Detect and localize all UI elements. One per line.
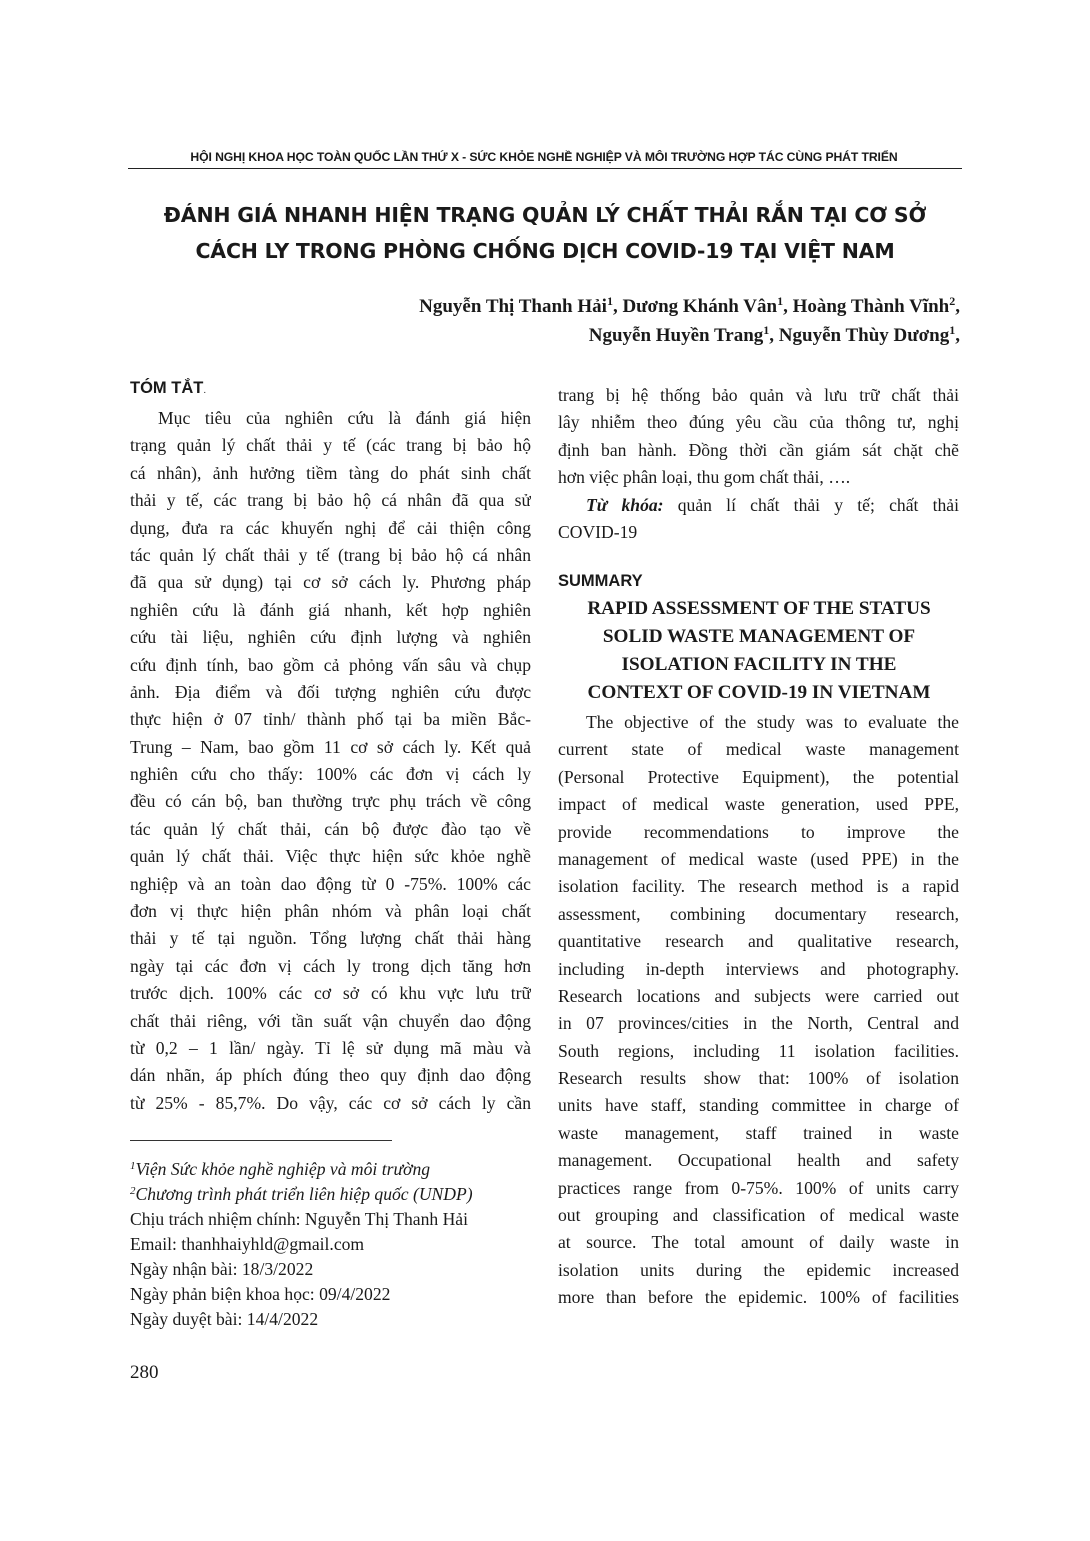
author-affiliation: 1 [777, 294, 784, 308]
text-line: provide recommendations to improve the [558, 821, 959, 842]
text-line: isolation units during the epidemic increased [558, 1259, 959, 1280]
text-line: nghiên cứu là đánh giá nhanh, kết hợp nghiên [130, 599, 531, 620]
footnote-accepted: Ngày duyệt bài: 14/4/2022 [130, 1309, 319, 1329]
author-affiliation: 2 [949, 294, 956, 308]
author-separator: , [955, 325, 960, 346]
text-line: management of medical waste (used PPE) in the [558, 848, 959, 869]
paper-title-line-2: CÁCH LY TRONG PHÒNG CHỐNG DỊCH COVID-19 TẠI VIỆT NAM [195, 239, 895, 263]
footnotes [130, 1157, 550, 1332]
summary-body [558, 709, 959, 1312]
text-line: The objective of the study was to evaluate the [586, 712, 959, 732]
text-line: ảnh. Địa điểm và đối tượng nghiên cứu được [130, 681, 531, 702]
text-line: cứu tài liệu, nghiên cứu định lượng và nghiên [130, 627, 531, 648]
summary-title-line: CONTEXT OF COVID-19 IN VIETNAM [587, 682, 931, 703]
abstract-continued-line: lây nhiễm theo đúng yêu cầu của thông tư, nghị [558, 412, 959, 433]
text-line: Mục tiêu của nghiên cứu là đánh giá hiện [158, 408, 531, 428]
text-line: tác quản lý chất thải y tế (trang bị bảo hộ cá nhân [130, 544, 531, 565]
author-name: Hoàng Thành Vĩnh [792, 296, 950, 317]
footnote-affiliation-2 [130, 1182, 550, 1207]
text-line: out grouping and classification of medical waste [558, 1205, 959, 1226]
text-line: (Personal Protective Equipment), the potential [558, 766, 959, 787]
text-line: đơn vị thực hiện phân nhóm và phân loại chất [130, 901, 531, 922]
text-line: tác quản lý chất thải, cán bộ được đào tạo về [130, 818, 531, 839]
text-line: isolation facility. The research method is a rapid [558, 876, 959, 897]
summary-heading: SUMMARY [558, 572, 643, 590]
abstract-heading-text: TÓM TẮT [130, 379, 204, 397]
author-separator: , [955, 296, 960, 317]
abstract-body [130, 405, 531, 1117]
author-name: Nguyễn Huyền Trang [588, 325, 764, 346]
footnote-email: Email: thanhhaiyhld@gmail.com [130, 1234, 365, 1254]
text-line: chất thải riêng, với tần suất vận chuyển dao động [130, 1010, 531, 1031]
text-line: thực hiện ở 07 tỉnh/ thành phố tại ba miền Bắc- [130, 709, 531, 730]
text-line: waste management, staff trained in waste [558, 1122, 959, 1143]
text-line: dụng, đưa ra các khuyến nghị để cải thiện công [130, 517, 531, 538]
footnote-text: Chương trình phát triển liên hiệp quốc (UNDP) [135, 1184, 473, 1204]
text-line: dán nhãn, áp phích đúng theo quy định dao động [130, 1065, 531, 1086]
author-affiliation: 1 [606, 294, 613, 308]
text-line: từ 25% - 85,7%. Do vậy, các cơ sở cách ly cần [130, 1092, 531, 1113]
author-name: Dương Khánh Vân [622, 296, 778, 317]
summary-title-line: ISOLATION FACILITY IN THE [621, 654, 897, 675]
author-name: Nguyễn Thị Thanh Hải [419, 296, 607, 317]
text-line: nghiệp và an toàn dao động từ 0 -75%. 100% các [130, 873, 531, 894]
summary-title-line: SOLID WASTE MANAGEMENT OF [602, 626, 916, 647]
abstract-heading-mark: . [203, 385, 207, 396]
text-line: thải y tế, các trang bị bảo hộ cá nhân đã qua sử [130, 490, 531, 511]
keywords-text: quản lí chất thải y tế; chất thải [663, 494, 959, 515]
footnote-corresponding: Chịu trách nhiệm chính: Nguyễn Thị Thanh Hải [130, 1209, 468, 1229]
text-line: Research locations and subjects were carried out [558, 985, 959, 1006]
text-line: trạng quản lý chất thải y tế (các trang bị bảo hộ [130, 435, 531, 456]
abstract-continued-line: hơn việc phân loại, thu gom chất thải, …. [558, 467, 851, 488]
text-line: cá nhân), ảnh hưởng tiềm tàng do phát sinh chất [130, 462, 531, 483]
text-line: ngày tại các đơn vị cách ly trong dịch tăng hơn [130, 955, 531, 976]
footnote-text: Viện Sức khỏe nghề nghiệp và môi trường [135, 1159, 431, 1179]
author-affiliation: 1 [763, 323, 770, 337]
text-line: trước dịch. 100% các cơ sở có khu vực lưu trữ [130, 983, 531, 1004]
keywords-label: Từ khóa: [586, 494, 664, 515]
authors-line-2 [589, 325, 960, 347]
text-line: management. Occupational health and safety [558, 1150, 959, 1171]
text-line: nghiên cứu cho thấy: 100% các đơn vị cách ly [130, 764, 531, 785]
text-line: at source. The total amount of daily waste in [558, 1232, 959, 1253]
footnote-marker: 2 [130, 1185, 136, 1197]
text-line: in 07 provinces/cities in the North, Central and [558, 1013, 959, 1034]
text-line: thải y tế tại nguồn. Tổng lượng chất thải hàng [130, 928, 531, 949]
text-line: đều có cán bộ, ban thường trực phụ trách về công [130, 791, 531, 812]
keywords-line [558, 492, 959, 519]
author-separator: , [612, 296, 623, 317]
abstract-continued-line: trang bị hệ thống bảo quản và lưu trữ chất thải [558, 385, 959, 405]
text-line: Trung – Nam, bao gồm 11 cơ sở cách ly. Kết quả [130, 736, 531, 757]
text-line: South regions, including 11 isolation facilities. [558, 1040, 959, 1061]
text-line: quantitative research and qualitative research, [558, 931, 959, 952]
text-line: including in-depth interviews and photography. [558, 958, 959, 979]
text-line: quản lý chất thải. Việc thực hiện sức khỏe nghề [130, 846, 531, 867]
page-number: 280 [130, 1362, 159, 1383]
text-line: current state of medical waste management [558, 739, 959, 760]
summary-title-line: RAPID ASSESSMENT OF THE STATUS [587, 598, 931, 619]
footnote-marker: 1 [130, 1160, 136, 1172]
author-name: Nguyễn Thùy Dương [778, 325, 950, 346]
text-line: more than before the epidemic. 100% of facilities [558, 1287, 959, 1308]
authors-line-1 [419, 296, 960, 318]
author-affiliation: 1 [949, 323, 956, 337]
abstract-continued-line: định ban hành. Đồng thời cần giám sát chặt chẽ [558, 439, 959, 460]
text-line: đã qua sử dụng) tại cơ sở cách ly. Phương pháp [130, 572, 531, 593]
text-line: assessment, combining documentary research, [558, 903, 959, 924]
keywords-line-2: COVID-19 [558, 521, 638, 542]
paper-title-line-1: ĐÁNH GIÁ NHANH HIỆN TRẠNG QUẢN LÝ CHẤT THẢI RẮN TẠI CƠ SỞ [163, 203, 927, 227]
text-line: units have staff, standing committee in charge of [558, 1095, 959, 1116]
footnote-received: Ngày nhận bài: 18/3/2022 [130, 1259, 314, 1279]
text-line: Research results show that: 100% of isolation [558, 1068, 959, 1089]
running-header: HỘI NGHỊ KHOA HỌC TOÀN QUỐC LẦN THỨ X - SỨC KHỎE NGHỀ NGHIỆP VÀ MÔI TRƯỜNG HỢP TÁC CÙNG PHÁT TRIỂN [190, 150, 898, 164]
header-rule [128, 168, 962, 169]
footnote-affiliation-1 [130, 1157, 550, 1182]
text-line: cứu định tính, bao gồm cả phỏng vấn sâu và chụp [130, 654, 531, 675]
text-line: impact of medical waste generation, used PPE, [558, 794, 959, 815]
text-line: practices range from 0-75%. 100% of units carry [558, 1177, 959, 1198]
footnote-rule [130, 1140, 392, 1141]
right-column [558, 382, 959, 546]
footnote-reviewed: Ngày phản biện khoa học: 09/4/2022 [130, 1284, 391, 1304]
author-separator: , [783, 296, 793, 317]
text-line: từ 0,2 – 1 lần/ ngày. Tỉ lệ sử dụng mã màu và [130, 1037, 531, 1058]
author-separator: , [769, 325, 779, 346]
abstract-heading [130, 379, 206, 398]
